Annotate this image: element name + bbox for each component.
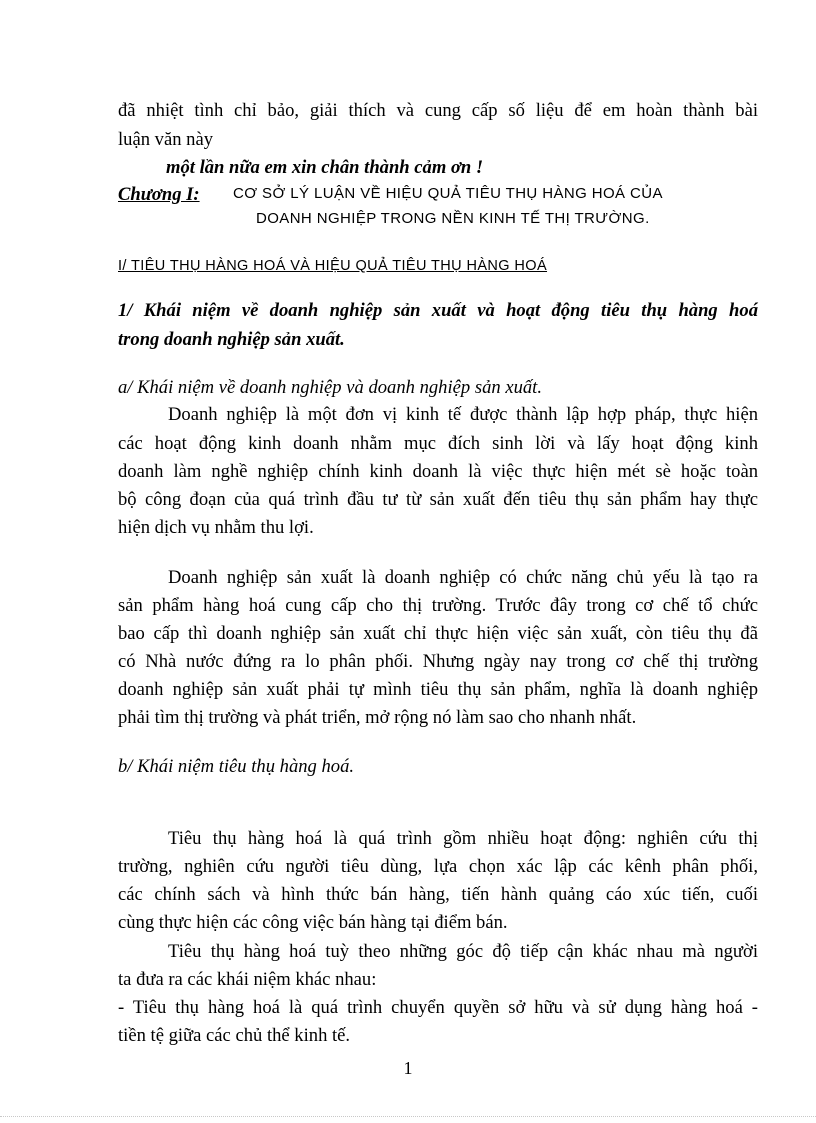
para2-line-1: Doanh nghiệp sản xuất là doanh nghiệp có chức năng chủ yếu là tạo ra bbox=[168, 567, 758, 588]
para4-line-2: ta đưa ra các khái niệm khác nhau: bbox=[118, 969, 377, 990]
page-bottom-rule bbox=[0, 1116, 816, 1117]
para5-line-2: tiền tệ giữa các chủ thể kinh tế. bbox=[118, 1025, 351, 1046]
section-heading-i: I/ TIÊU THỤ HÀNG HOÁ VÀ HIỆU QUẢ TIÊU THỤ HÀNG HOÁ bbox=[118, 258, 548, 274]
heading-1-line-2: trong doanh nghiệp sản xuất. bbox=[118, 329, 345, 350]
subheading-b: b/ Khái niệm tiêu thụ hàng hoá. bbox=[118, 756, 355, 777]
para3-line-3: các chính sách và hình thức bán hàng, tiến hành quảng cáo xúc tiến, cuối bbox=[118, 884, 758, 905]
subheading-a: a/ Khái niệm về doanh nghiệp và doanh nghiệp sản xuất. bbox=[118, 377, 542, 398]
intro-line-2: luận văn này bbox=[118, 129, 214, 150]
chapter-title-line-2: DOANH NGHIỆP TRONG NỀN KINH TẾ THỊ TRƯỜNG. bbox=[256, 210, 650, 227]
para1-line-3: doanh làm nghề nghiệp chính kinh doanh là việc thực hiện mét sè hoặc toàn bbox=[118, 461, 758, 482]
para2-line-2: sản phẩm hàng hoá cung cấp cho thị trường. Trước đây trong cơ chế tổ chức bbox=[118, 595, 758, 616]
para3-line-1: Tiêu thụ hàng hoá là quá trình gồm nhiều hoạt động: nghiên cứu thị bbox=[168, 828, 758, 849]
page-number: 1 bbox=[403, 1058, 413, 1078]
heading-1-line-1: 1/ Khái niệm về doanh nghiệp sản xuất và hoạt động tiêu thụ hàng hoá bbox=[118, 300, 758, 321]
thanks-line: một lần nữa em xin chân thành cảm ơn ! bbox=[166, 157, 484, 178]
para5-line-1: - Tiêu thụ hàng hoá là quá trình chuyển quyền sở hữu và sử dụng hàng hoá - bbox=[118, 997, 758, 1018]
para2-line-6: phải tìm thị trường và phát triển, mở rộng nó làm sao cho nhanh nhất. bbox=[118, 707, 637, 728]
chapter-label: Chương I: bbox=[118, 184, 200, 205]
para1-line-1: Doanh nghiệp là một đơn vị kinh tế được thành lập hợp pháp, thực hiện bbox=[168, 404, 758, 425]
chapter-title-line-1: CƠ SỞ LÝ LUẬN VỀ HIỆU QUẢ TIÊU THỤ HÀNG HOÁ CỦA bbox=[233, 185, 663, 202]
intro-line-1: đã nhiệt tình chỉ bảo, giải thích và cung cấp số liệu để em hoàn thành bài bbox=[118, 100, 758, 121]
para1-line-4: bộ công đoạn của quá trình đầu tư từ sản xuất đến tiêu thụ sản phẩm hay thực bbox=[118, 489, 758, 510]
para1-line-5: hiện dịch vụ nhằm thu lợi. bbox=[118, 517, 314, 538]
para2-line-4: có Nhà nước đứng ra lo phân phối. Nhưng ngày nay trong cơ chế thị trường bbox=[118, 651, 758, 672]
para3-line-2: trường, nghiên cứu người tiêu dùng, lựa chọn xác lập các kênh phân phối, bbox=[118, 856, 758, 877]
para2-line-3: bao cấp thì doanh nghiệp sản xuất chỉ thực hiện việc sản xuất, còn tiêu thụ đã bbox=[118, 623, 758, 644]
para4-line-1: Tiêu thụ hàng hoá tuỳ theo những góc độ tiếp cận khác nhau mà người bbox=[168, 941, 758, 962]
para2-line-5: doanh nghiệp sản xuất phải tự mình tiêu thụ sản phẩm, nghĩa là doanh nghiệp bbox=[118, 679, 758, 700]
para3-line-4: cùng thực hiện các công việc bán hàng tại điểm bán. bbox=[118, 912, 508, 933]
para1-line-2: các hoạt động kinh doanh nhằm mục đích sinh lời và lấy hoạt động kinh bbox=[118, 433, 758, 454]
